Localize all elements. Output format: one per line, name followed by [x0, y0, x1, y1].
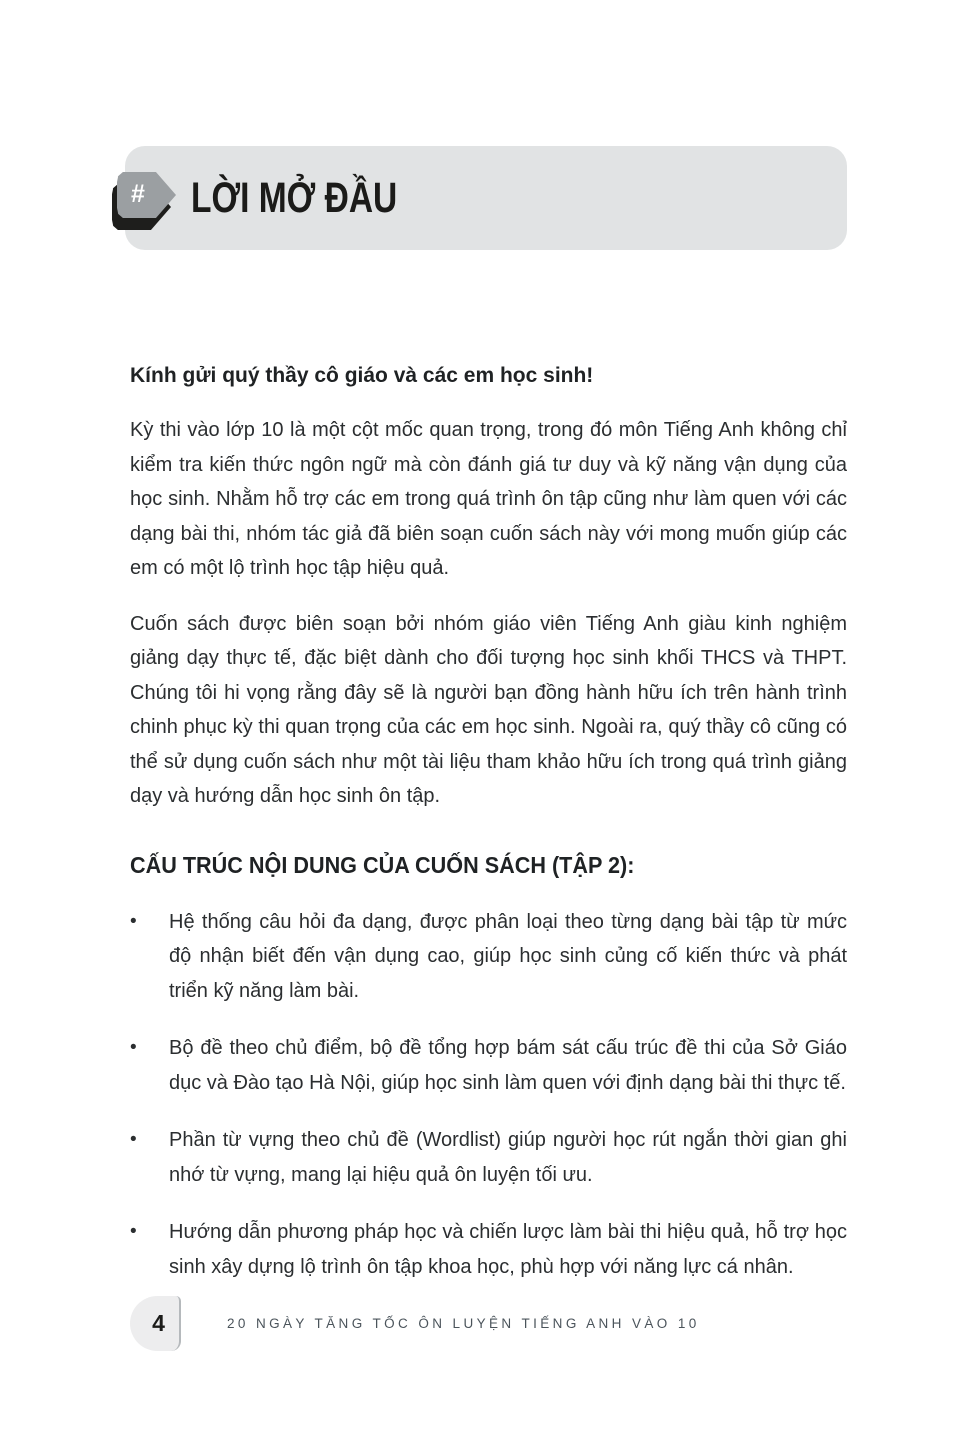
greeting-heading: Kính gửi quý thầy cô giáo và các em học sinh! — [130, 364, 594, 387]
footer-book-title: 20 NGÀY TĂNG TỐC ÔN LUYỆN TIẾNG ANH VÀO 10 — [227, 1316, 700, 1331]
intro-paragraph-2: Cuốn sách được biên soạn bởi nhóm giáo viên Tiếng Anh giàu kinh nghiệm giảng dạy thực tế, đặc biệt dành cho đối tượng học sinh khối THCS và THPT. Chúng tôi hi vọng rằng đây sẽ là người bạn đồng hành hữu ích trên hành trình chinh phục kỳ thi quan trọng của các em học sinh. Ngoài ra, quý thầy cô cũng có thể sử dụng cuốn sách như một tài liệu tham khảo hữu ích trong quá trình giảng dạy và hướng dẫn học sinh ôn tập. — [130, 612, 847, 807]
list-item-text: Phần từ vựng theo chủ đề (Wordlist) giúp người học rút ngắn thời gian ghi nhớ từ vựng, mang lại hiệu quả ôn luyện tối ưu. — [169, 1129, 847, 1186]
list-item — [130, 1031, 847, 1100]
section-heading: CẤU TRÚC NỘI DUNG CỦA CUỐN SÁCH (TẬP 2): — [130, 851, 635, 878]
hash-icon: # — [131, 180, 145, 208]
bullet-icon: • — [130, 1221, 137, 1242]
bullet-icon: • — [130, 1129, 137, 1150]
chapter-tag — [117, 172, 183, 232]
list-item-text: Hướng dẫn phương pháp học và chiến lược làm bài thi hiệu quả, hỗ trợ học sinh xây dựng lộ trình ôn tập khoa học, phù hợp với năng lực cá nhân. — [169, 1221, 847, 1278]
page-footer — [130, 1296, 700, 1351]
page-number-badge: 4 — [130, 1296, 181, 1351]
page-content — [130, 364, 847, 1307]
list-item-text: Bộ đề theo chủ điểm, bộ đề tổng hợp bám sát cấu trúc đề thi của Sở Giáo dục và Đào tạo Hà Nội, giúp học sinh làm quen với định dạng bài thi thực tế. — [169, 1037, 847, 1094]
chapter-title: LỜI MỞ ĐẦU — [191, 173, 398, 222]
chapter-header-banner — [125, 146, 847, 250]
feature-list — [130, 905, 847, 1285]
list-item — [130, 1123, 847, 1192]
list-item — [130, 905, 847, 1009]
bullet-icon: • — [130, 910, 137, 932]
intro-paragraph-1: Kỳ thi vào lớp 10 là một cột mốc quan trọng, trong đó môn Tiếng Anh không chỉ kiểm tra kiến thức ngôn ngữ mà còn đánh giá tư duy và kỹ năng vận dụng của học sinh. Nhằm hỗ trợ các em trong quá trình ôn tập cũng như làm quen với các dạng bài thi, nhóm tác giả đã biên soạn cuốn sách này với mong muốn giúp các em có một lộ trình học tập hiệu quả. — [130, 419, 847, 579]
list-item — [130, 1215, 847, 1284]
list-item-text: Hệ thống câu hỏi đa dạng, được phân loại theo từng dạng bài tập từ mức độ nhận biết đến vận dụng cao, giúp học sinh củng cố kiến thức và phát triển kỹ năng làm bài. — [169, 910, 847, 1002]
bullet-icon: • — [130, 1037, 137, 1058]
